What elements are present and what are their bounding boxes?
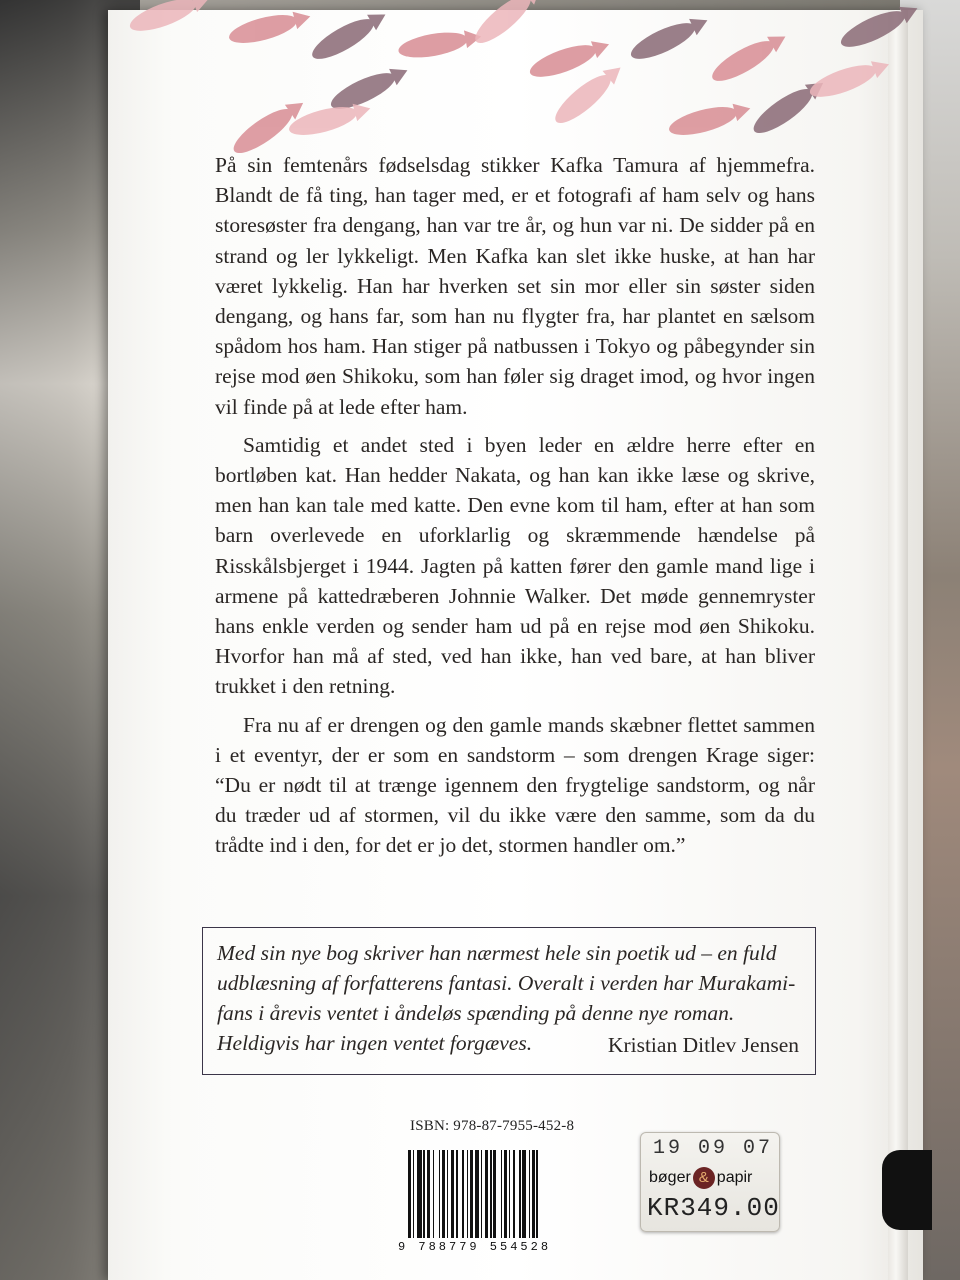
fish-shape: [469, 0, 537, 50]
fish-shape: [526, 39, 599, 84]
fish-shape: [666, 101, 739, 140]
barcode: [408, 1150, 628, 1238]
black-tab-mark: [882, 1150, 932, 1230]
blurb-paragraph-3: Fra nu af er drengen og den gamle mands skæbner flettet sammen i et eventyr, der er som en sandstorm – som drengen Krage siger: “Du er nødt til at trænge igennem den frygtelige sandstorm, og når du træder ud af stormen, vil du ikke være den samme, som da du trådte ind i den, for det er jo det, stormen handler om.”: [215, 712, 815, 858]
sticker-date: 19 09 07: [653, 1137, 774, 1160]
barcode-bar: [538, 1150, 543, 1238]
sticker-brand-left: bøger: [649, 1169, 691, 1187]
fish-shape: [226, 9, 299, 48]
book-spine-edge: [888, 10, 908, 1280]
barcode-digits: 9 788779 554528: [398, 1240, 552, 1254]
sticker-brand-right: papir: [716, 1169, 753, 1187]
fish-shape: [627, 16, 700, 66]
fish-shape: [707, 34, 779, 88]
price-sticker: [640, 1132, 780, 1232]
review-quote-text: Med sin nye bog skriver han nærmest hele sin poetik ud – en fuld udblæsning af forfatterens fantasi. Overalt i verden har Murakami-fans i årevis ventet i åndeløs spænding på denne nye roman. Heldigvis har ingen ventet forgæves.: [217, 941, 796, 1055]
sticker-brand: [649, 1167, 752, 1189]
fish-shape: [806, 59, 879, 104]
review-quote-box: [202, 927, 816, 1075]
sticker-price: KR349.00: [647, 1193, 780, 1223]
review-quote-author: Kristian Ditlev Jensen: [607, 1033, 799, 1057]
fish-shape: [397, 28, 470, 62]
fish-shape: [307, 12, 379, 66]
ampersand-logo-icon: &: [693, 1167, 715, 1189]
blurb-paragraph-2: Samtidig et andet sted i byen leder en ældre herre efter en bortløben kat. Han hedder Nakata, og han kan ikke læse og skrive, men han kan tale med katte. Den evne kom til ham, efter at han som barn overlevede en uforklarlig og skræmmende hændelse på Risskålsbjerget i 1944. Jagten på katten fører den gamle mand lige i armene på kattedræberen Johnnie Walker. Det møde gennemryster hans enkle verden og sender ham ud på en rejse mod øen Shikoku. Hvorfor han må af sted, ved han ikke, han ved bare, at han bliver trukket i den retning.: [215, 432, 815, 699]
fish-shape: [549, 68, 617, 130]
blurb-paragraph-1: På sin femtenårs fødselsdag stikker Kafka Tamura af hjemmefra. Blandt de få ting, han tager med, er et fotografi af ham selv og hans storesøster fra dengang, han var tre år, og hun var ni. De sidder på en strand og ler lykkeligt. Men Kafka kan slet ikke huske, at han har været lykkelig. Han har hverken set sin mor eller sin søster siden dengang, og hans far, som han nu flygter fra, har plantet en sælsom spådom hos ham. Han stiger på natbussen i Tokyo og påbegynder sin rejse mod øen Shikoku, som han føler sig draget imod, og hvor ingen vil finde på at lede efter ham.: [215, 153, 815, 419]
fish-shape: [837, 4, 910, 54]
blurb-text: [215, 150, 815, 869]
isbn-text: ISBN: 978-87-7955-452-8: [410, 1118, 575, 1134]
fish-shape: [748, 82, 818, 140]
